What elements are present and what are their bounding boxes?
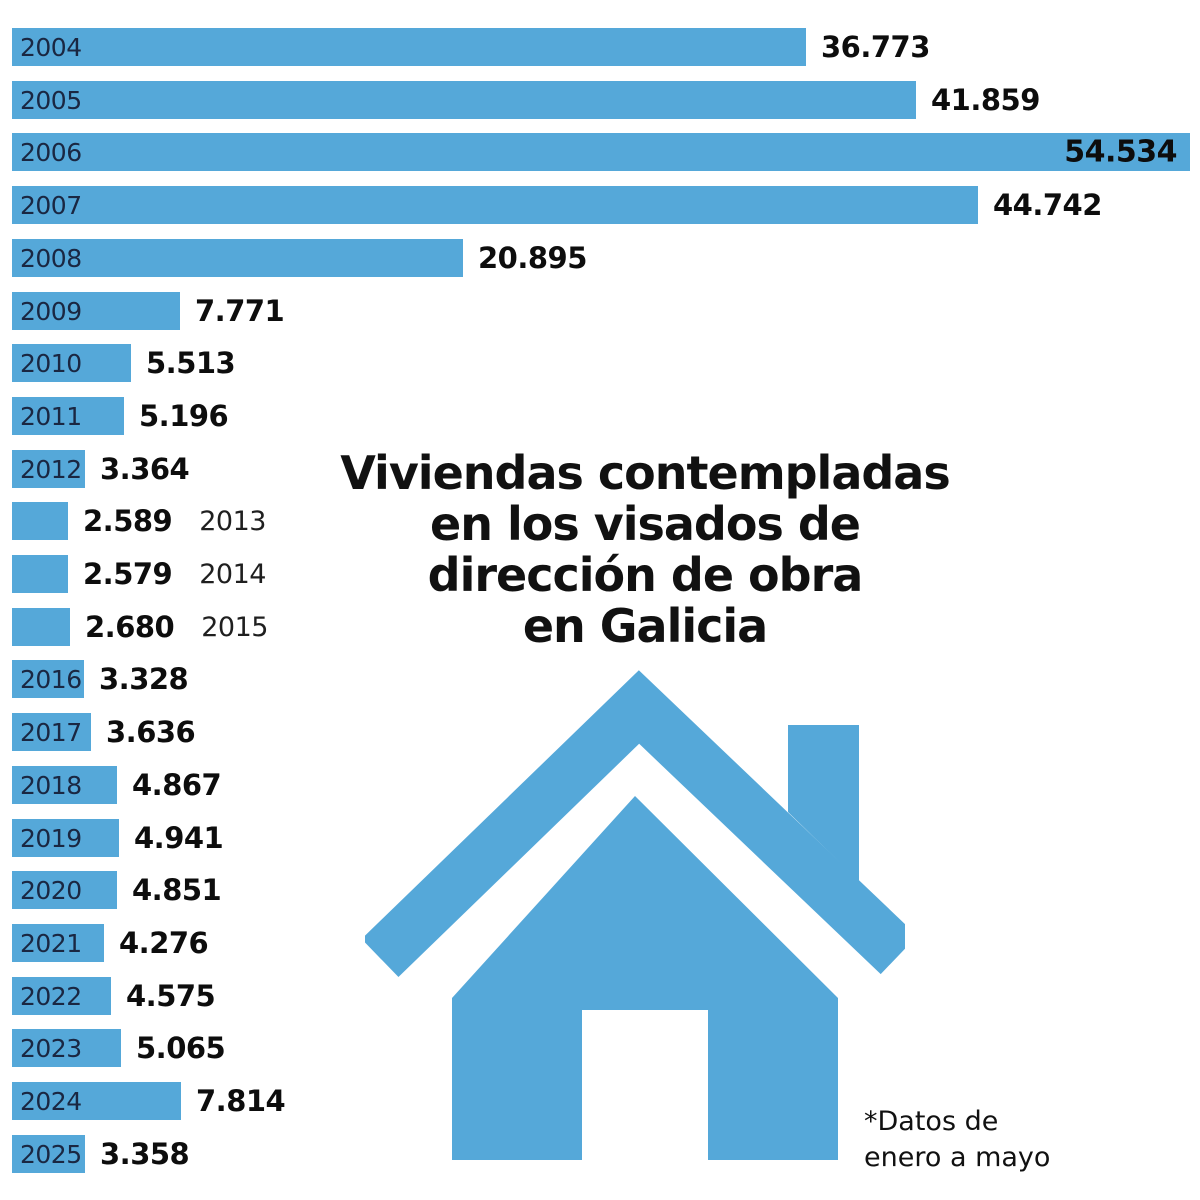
value-label-2010: 5.513 [146,346,236,380]
value-label-2012: 3.364 [100,452,190,486]
chart-row-2020 [12,871,221,909]
chart-row-2005 [12,81,1040,119]
year-label-2011: 2011 [20,401,82,431]
bar-2007 [12,186,978,224]
bar-2006 [12,133,1190,171]
year-label-2010: 2010 [20,348,82,378]
value-label-2023: 5.065 [136,1031,226,1065]
bar-2008 [12,239,463,277]
chart-row-2006 [12,133,1190,171]
year-label-2022: 2022 [20,981,82,1011]
year-label-2008: 2008 [20,243,82,273]
year-label-2005: 2005 [20,85,82,115]
bar-2011 [12,397,124,435]
chart-row-2016 [12,660,188,698]
bar-2019 [12,819,119,857]
year-label-2016: 2016 [20,664,82,694]
chart-title-line: en Galicia [522,599,768,653]
chart-row-2018 [12,766,221,804]
bar-2018 [12,766,117,804]
year-label-2017: 2017 [20,717,82,747]
bar-2015 [12,608,70,646]
bar-2020 [12,871,117,909]
chart-row-2021 [12,924,208,962]
bar-2016 [12,660,84,698]
value-label-2004: 36.773 [821,30,930,64]
chart-row-2007 [12,186,1102,224]
value-label-2009: 7.771 [195,294,285,328]
chart-row-2008 [12,239,587,277]
value-label-2024: 7.814 [196,1084,286,1118]
footnote-line: enero a mayo [864,1142,1051,1173]
bar-2021 [12,924,104,962]
year-label-2014: 2014 [199,558,266,590]
chart-row-2023 [12,1029,225,1067]
bar-2010 [12,344,131,382]
chart-row-2010 [12,344,235,382]
year-label-2004: 2004 [20,32,82,62]
chart-row-2013 [12,502,266,540]
chart-row-2017 [12,713,195,751]
year-label-2009: 2009 [20,296,82,326]
bar-2013 [12,502,68,540]
value-label-2008: 20.895 [478,241,587,275]
house-icon [365,668,905,1168]
chart-row-2015 [12,608,268,646]
chart-row-2014 [12,555,266,593]
bar-2014 [12,555,68,593]
value-label-2006: 54.534 [1064,134,1177,170]
value-label-2015: 2.680 [85,610,175,644]
bar-2023 [12,1029,121,1067]
year-label-2019: 2019 [20,823,82,853]
value-label-2011: 5.196 [139,399,229,433]
chart-row-2024 [12,1082,285,1120]
year-label-2024: 2024 [20,1086,82,1116]
value-label-2022: 4.575 [126,979,216,1013]
footnote [864,1104,1050,1176]
chart-row-2004 [12,28,930,66]
value-label-2020: 4.851 [132,873,222,907]
year-label-2013: 2013 [199,505,266,537]
value-label-2021: 4.276 [119,926,209,960]
year-label-2006: 2006 [20,137,82,167]
year-label-2007: 2007 [20,190,82,220]
value-label-2025: 3.358 [100,1137,190,1171]
bar-2012 [12,450,85,488]
chart-title-line: dirección de obra [427,548,863,602]
value-label-2013: 2.589 [83,504,173,538]
value-label-2019: 4.941 [134,821,224,855]
year-label-2023: 2023 [20,1033,82,1063]
footnote-line: *Datos de [864,1106,999,1137]
year-label-2021: 2021 [20,928,82,958]
value-label-2018: 4.867 [132,768,222,802]
bar-2017 [12,713,91,751]
year-label-2015: 2015 [201,611,268,643]
value-label-2017: 3.636 [106,715,196,749]
chart-row-2011 [12,397,228,435]
year-label-2020: 2020 [20,875,82,905]
year-label-2012: 2012 [20,454,82,484]
value-label-2014: 2.579 [83,557,173,591]
value-label-2007: 44.742 [993,188,1102,222]
bar-2025 [12,1135,85,1173]
year-label-2025: 2025 [20,1139,82,1169]
bar-2009 [12,292,180,330]
bar-2022 [12,977,111,1015]
bar-2024 [12,1082,181,1120]
chart-row-2025 [12,1135,189,1173]
value-label-2016: 3.328 [99,662,189,696]
bar-2004 [12,28,806,66]
chart-row-2009 [12,292,284,330]
chart-title-line: Viviendas contempladas [340,446,950,500]
value-label-2005: 41.859 [931,83,1040,117]
chart-row-2012 [12,450,189,488]
chart-title-line: en los visados de [430,497,860,551]
chart-row-2019 [12,819,223,857]
chart-row-2022 [12,977,215,1015]
bar-2005 [12,81,916,119]
year-label-2018: 2018 [20,770,82,800]
chart-title [320,448,970,652]
